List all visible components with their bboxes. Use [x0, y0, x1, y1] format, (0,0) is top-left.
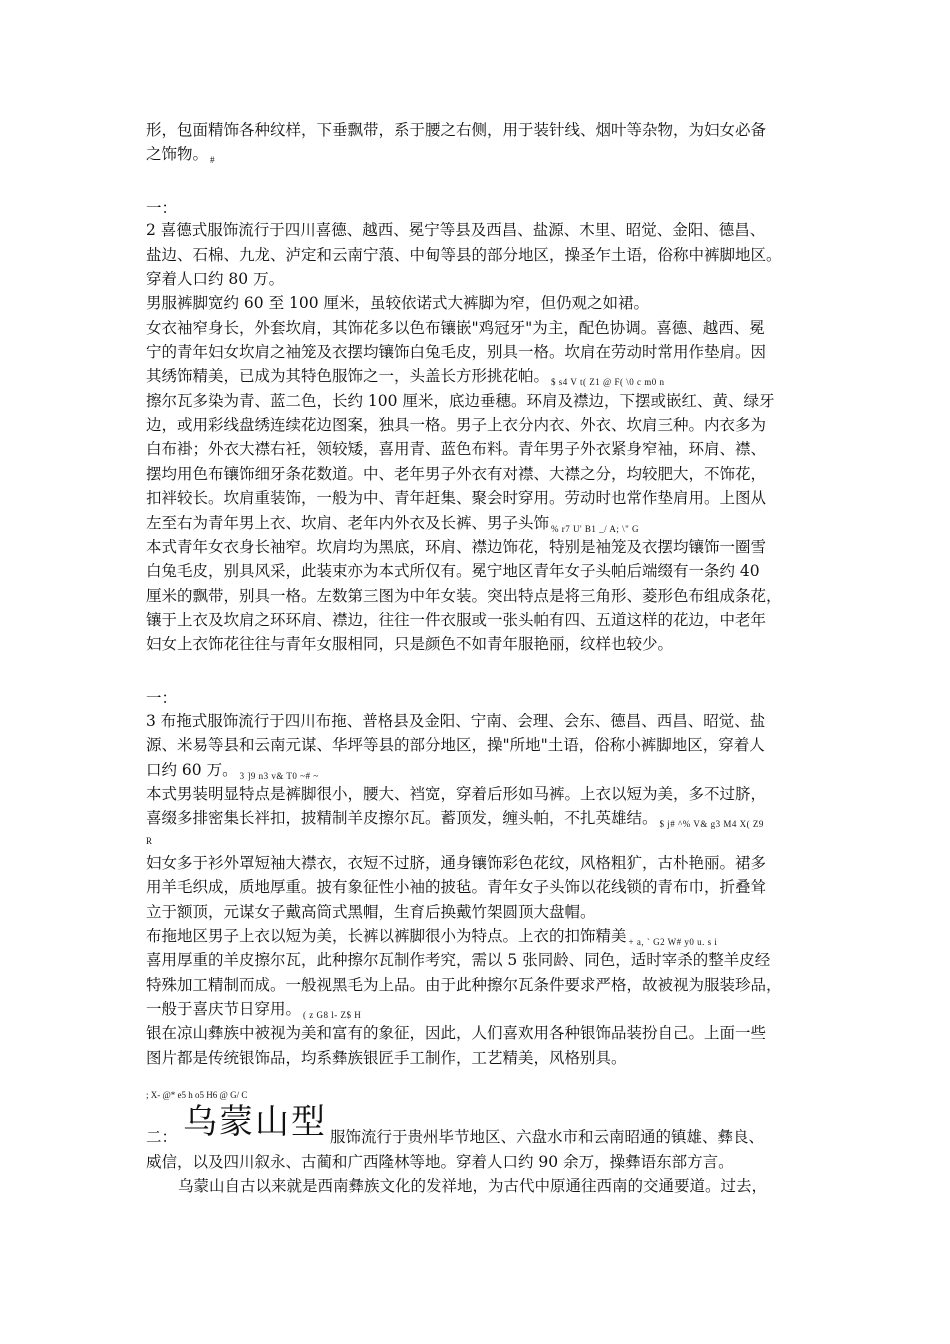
section-number: 一： [146, 199, 178, 217]
noise-mark: $ s4 V t( Z1 @ F( \0 c m0 n [551, 377, 665, 387]
text-line: 形，包面精饰各种纹样，下垂飘带，系于腰之右侧，用于装针线、烟叶等杂物，为妇女必备 [146, 121, 767, 139]
text-line: 本式男装明显特点是裤脚很小，腰大、裆宽，穿着后形如马裤。上衣以短为美，多不过脐， [146, 785, 767, 803]
noise-mark: + a, ` G2 W# y0 u. s i [628, 937, 718, 947]
text-line: 喜用厚重的羊皮擦尔瓦，此种擦尔瓦制作考究，需以 5 张同龄、同色，适时宰杀的整羊皮经 [146, 951, 771, 969]
section-number: 一： [146, 689, 178, 707]
text-line: 妇女多于衫外罩短袖大襟衣，衣短不过脐，通身镶饰彩色花纹，风格粗犷，古朴艳丽。裙多 [146, 854, 767, 872]
text-line: 擦尔瓦多染为青、蓝二色，长约 100 厘米，底边垂穗。环肩及襟边，下摆或嵌红、黄、绿牙 [146, 392, 775, 410]
text-line: 左至右为青年男上衣、坎肩、老年内外衣及长裤、男子头饰 $_{\% r7 U' B1 \_/ A; \backslash" G}$ [146, 514, 640, 534]
text-line: 口约 60 万。 $_{3 ]9 n3 v\& T0 \sim\# \sim}$ [146, 761, 319, 781]
noise-mark: ; X- @* e5 h o5 H6 @ G/ C [146, 1090, 248, 1100]
text-line: 3 布拖式服饰流行于四川布拖、普格县及金阳、宁南、会理、会东、德昌、西昌、昭觉、盐 [146, 712, 766, 730]
noise-mark: % r7 U' B1 _/ A; \" G [551, 524, 640, 534]
text-line: 其绣饰精美，已成为其特色服饰之一，头盖长方形挑花帕。 $_{\$ s4 V t( Z1 @ F( \backslash 0 c m0 n}$ [146, 367, 665, 387]
text-line: 2 喜德式服饰流行于四川喜德、越西、冕宁等县及西昌、盐源、木里、昭觉、金阳、德昌、 [146, 221, 766, 239]
text-line: 服饰流行于贵州毕节地区、六盘水市和云南昭通的镇雄、彝良、 [330, 1128, 765, 1146]
text-line: 宁的青年妇女坎肩之袖笼及衣摆均镶饰白兔毛皮，别具一格。坎肩在劳动时常用作垫肩。因 [146, 343, 767, 361]
noise-mark: ( z G8 l- Z$ H [303, 1010, 362, 1020]
noise-mark: $ j# ^% V& g3 M4 X( Z9 [659, 819, 764, 829]
text-line: 女衣袖窄身长，外套坎肩，其饰花多以色布镶嵌"鸡冠牙"为主，配色协调。喜德、越西、冕 [146, 319, 765, 337]
noise-mark: R [146, 836, 153, 846]
text-line: 一般于喜庆节日穿用。 $_{( z G8 l- Z\$ H}$ [146, 1000, 362, 1020]
section-heading: 乌蒙山型 [183, 1102, 327, 1142]
text-line: 喜缀多排密集长袢扣，披精制羊皮擦尔瓦。蓄顶发，缠头帕，不扎英雄结。 $_{\$ j\# \^{}\% V\& g3 M4 X( Z9}$ [146, 809, 764, 829]
noise-mark: 3 ]9 n3 v& T0 ~# ~ [239, 771, 319, 781]
section-number: 二： [146, 1128, 178, 1146]
text-line: 摆均用色布镶饰细牙条花数道。中、老年男子外衣有对襟、大襟之分，均较肥大，不饰花， [146, 465, 767, 483]
text-line: 白布褂；外衣大襟右衽，领较矮，喜用青、蓝色布料。青年男子外衣紧身窄袖，环肩、襟、 [146, 440, 767, 458]
text-line: 镶于上衣及坎肩之环环肩、襟边，往往一件衣服或一张头帕有四、五道这样的花边，中老年 [146, 611, 767, 629]
text-line: 布拖地区男子上衣以短为美，长裤以裤脚很小为特点。上衣的扣饰精美 $_{+ a, ` G2 W\# y0 u. s i}$ [146, 927, 718, 947]
text-line: 用羊毛织成，质地厚重。披有象征性小袖的披毡。青年女子头饰以花线锁的青布巾，折叠耸 [146, 878, 767, 896]
text-line: 男服裤脚宽约 60 至 100 厘米，虽较依诺式大裤脚为窄，但仍观之如裙。 [146, 294, 650, 312]
text-line: 威信，以及四川叙永、古蔺和广西隆林等地。穿着人口约 90 余万，操彝语东部方言。 [146, 1153, 734, 1171]
noise-mark: # [210, 155, 216, 165]
text-line: 特殊加工精制而成。一般视黑毛为上品。由于此种擦尔瓦条件要求严格，故被视为服装珍品， [146, 976, 782, 994]
text-line: 乌蒙山自古以来就是西南彝族文化的发祥地，为古代中原通往西南的交通要道。过去， [178, 1177, 768, 1195]
text-line: 厘米的飘带，别具一格。左数第三图为中年女装。突出特点是将三角形、菱形色布组成条花， [146, 587, 782, 605]
text-line: 本式青年女衣身长袖窄。坎肩均为黑底，环肩、襟边饰花，特别是袖笼及衣摆均镶饰一圈雪 [146, 538, 767, 556]
text-line: 穿着人口约 80 万。 [146, 270, 285, 288]
text-line: 银在凉山彝族中被视为美和富有的象征，因此，人们喜欢用各种银饰品装扮自己。上面一些 [146, 1024, 767, 1042]
text-line: 边，或用彩线盘绣连续花边图案，独具一格。男子上衣分内衣、外衣、坎肩三种。内衣多为 [146, 416, 767, 434]
text-line: 扣袢较长。坎肩重装饰，一般为中、青年赶集、聚会时穿用。劳动时也常作垫肩用。上图从 [146, 489, 767, 507]
text-line: 白兔毛皮，别具风采，此装束亦为本式所仅有。冕宁地区青年女子头帕后端缀有一条约 40 [146, 562, 760, 580]
text-line: 图片都是传统银饰品，均系彝族银匠手工制作，工艺精美，风格别具。 [146, 1049, 627, 1067]
text-line: 源、米易等县和云南元谋、华坪等县的部分地区，操"所地"土语，俗称小裤脚地区，穿着人 [146, 736, 765, 754]
text-line: 妇女上衣饰花往往与青年女服相同，只是颜色不如青年服艳丽，纹样也较少。 [146, 635, 674, 653]
text-line: 之饰物。 $_{\#}$ [146, 145, 216, 165]
text-line: 盐边、石棉、九龙、泸定和云南宁蒗、中甸等县的部分地区，操圣乍土语，俗称中裤脚地区。 [146, 246, 782, 264]
text-line: 立于额顶，元谋女子戴高筒式黑帽，生育后换戴竹架圆顶大盘帽。 [146, 903, 596, 921]
